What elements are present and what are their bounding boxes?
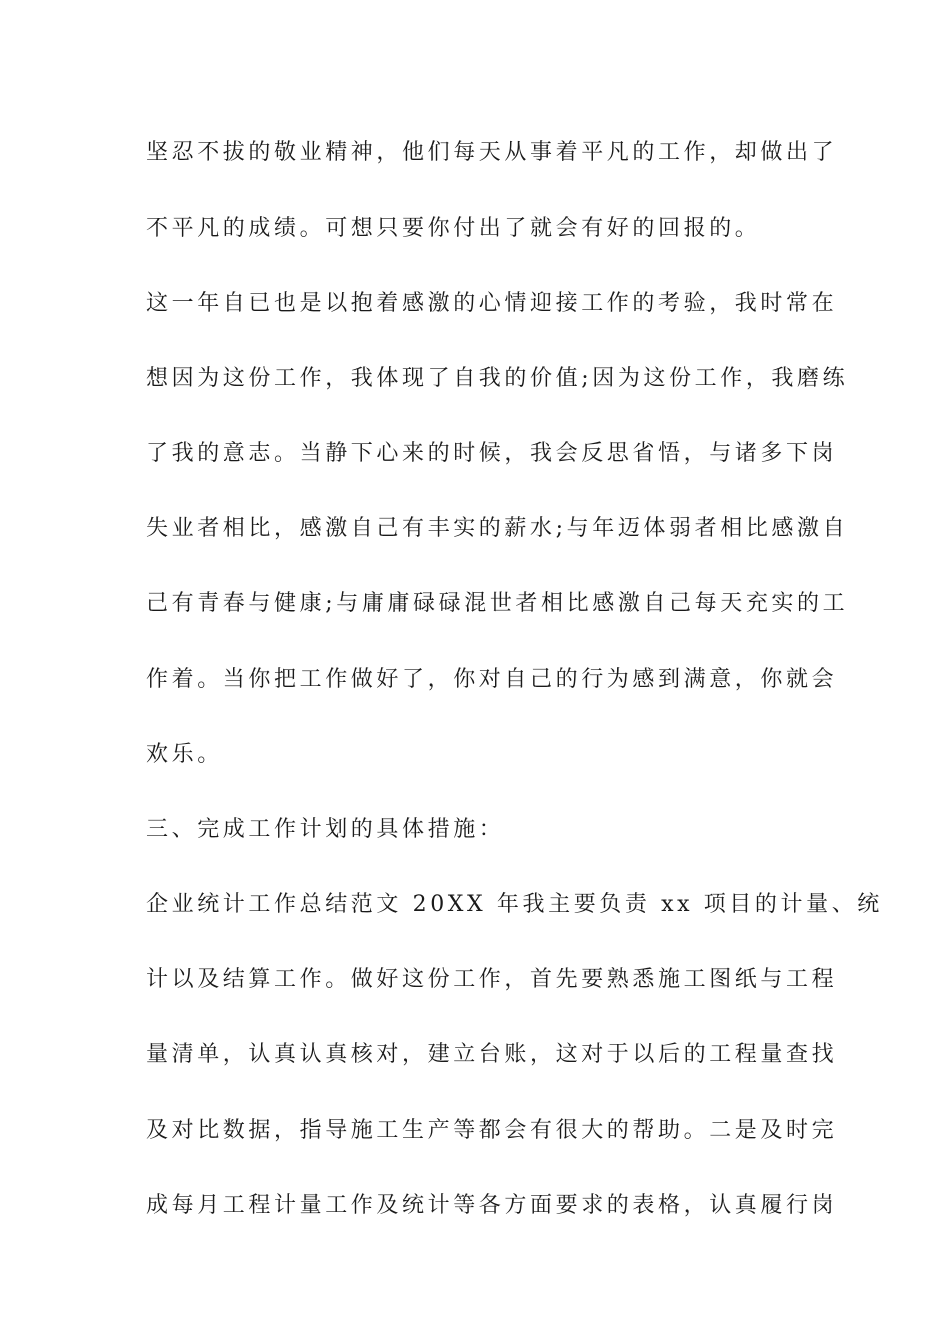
text-line: 想因为这份工作，我体现了自我的价值;因为这份工作，我磨练 (146, 366, 849, 391)
text-line: 计以及结算工作。做好这份工作，首先要熟悉施工图纸与工程 (146, 967, 838, 992)
text-line: 企业统计工作总结范文 20XX 年我主要负责 xx 项目的计量、统 (146, 892, 883, 917)
text-line: 了我的意志。当静下心来的时候，我会反思省悟，与诸多下岗 (146, 441, 838, 466)
text-line: 作着。当你把工作做好了，你对自己的行为感到满意，你就会 (146, 667, 838, 692)
text-line: 成每月工程计量工作及统计等各方面要求的表格，认真履行岗 (146, 1193, 838, 1218)
text-line: 失业者相比，感激自己有丰实的薪水;与年迈体弱者相比感激自 (146, 516, 849, 541)
text-line: 量清单，认真认真核对，建立台账，这对于以后的工程量查找 (146, 1042, 838, 1067)
text-line: 欢乐。 (146, 742, 223, 767)
section-heading: 三、完成工作计划的具体措施： (146, 817, 505, 842)
text-line: 不平凡的成绩。可想只要你付出了就会有好的回报的。 (146, 216, 761, 241)
text-line: 己有青春与健康;与庸庸碌碌混世者相比感激自己每天充实的工 (146, 591, 849, 616)
text-line: 及对比数据，指导施工生产等都会有很大的帮助。二是及时完 (146, 1118, 838, 1143)
text-line: 这一年自已也是以抱着感激的心情迎接工作的考验，我时常在 (146, 291, 838, 316)
text-line: 坚忍不拔的敬业精神，他们每天从事着平凡的工作，却做出了 (146, 140, 838, 165)
